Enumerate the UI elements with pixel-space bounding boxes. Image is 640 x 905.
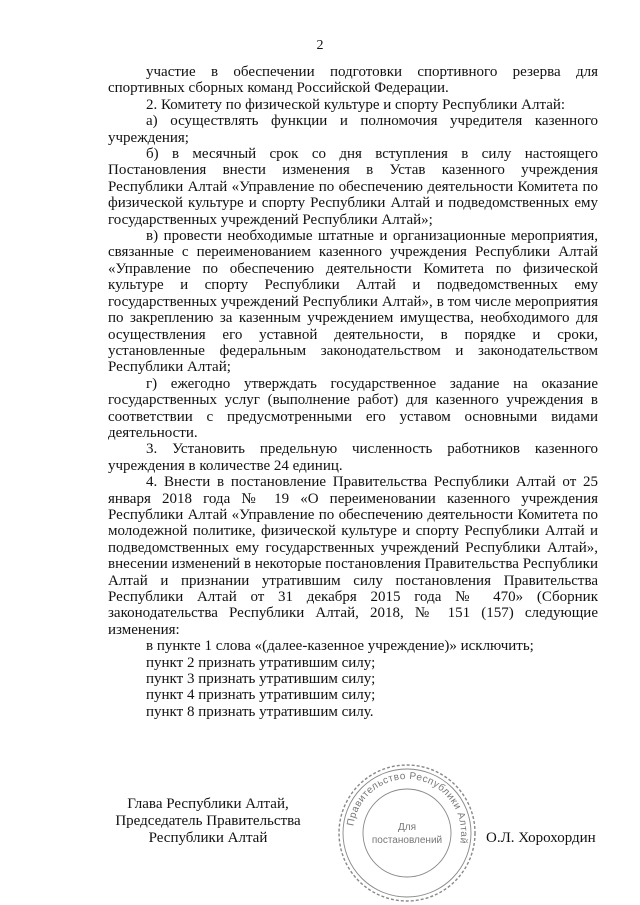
- list-item: в пункте 1 слова «(далее-казенное учреждение)» исключить;: [146, 638, 534, 655]
- seal-center-text: Для: [397, 822, 417, 833]
- seal-graphic: [336, 762, 478, 904]
- signature-title-line: Глава Республики Алтай,: [127, 796, 289, 812]
- page-number: 2: [316, 38, 324, 53]
- signatory-name: О.Л. Хорохордин: [486, 830, 596, 846]
- list-item: пункт 8 признать утратившим силу.: [146, 703, 374, 720]
- official-seal-stamp: [336, 762, 478, 904]
- paragraph-item-2b: б) в месячный срок со дня вступления в силу настоящего Постановления внести изменения в Устав казенного учреждения Республики Алтай «Управление по обеспечению деятельности Комитета по физической культуре и спорту Республики Алтай и подведомственных ему государственных учреждений Республики Алтай»;: [108, 146, 598, 228]
- paragraph-item-3: 3. Установить предельную численность работников казенного учреждения в количестве 24 единиц.: [108, 441, 598, 474]
- signature-title-line: Республики Алтай: [148, 830, 268, 846]
- paragraph-item-2: 2. Комитету по физической культуре и спорту Республики Алтай:: [146, 96, 566, 113]
- document-body: [108, 64, 598, 720]
- seal-ring-text: Правительство Республики Алтай: [345, 770, 470, 845]
- list-item: пункт 3 признать утратившим силу;: [146, 671, 376, 688]
- paragraph-item-2v: в) провести необходимые штатные и организационные мероприятия, связанные с переименованием казенного учреждения Республики Алтай «Управление по обеспечению деятельности Комитета по физической культуре и спорту Республики Алтай и подведомственных ему государственных учреждений Республики Алтай», в том числе мероприятия по закреплению за казенным учреждением имущества, необходимого для осуществления его уставной деятельности, в порядке и сроки, установленные федеральным законодательством и законодательством Республики Алтай;: [108, 228, 598, 376]
- signature-title-block: [108, 796, 308, 847]
- seal-center-text: постановлений: [371, 835, 443, 846]
- list-item: пункт 4 признать утратившим силу;: [146, 687, 376, 704]
- paragraph-item-2a: а) осуществлять функции и полномочия учредителя казенного учреждения;: [108, 113, 598, 146]
- paragraph-continuation: участие в обеспечении подготовки спортивного резерва для спортивных сборных команд Российской Федерации.: [108, 64, 598, 97]
- paragraph-item-2g: г) ежегодно утверждать государственное задание на оказание государственных услуг (выполнение работ) для казенного учреждения в соответствии с предусмотренными его уставом основными видами деятельности.: [108, 375, 598, 441]
- signature-title-line: Председатель Правительства: [115, 813, 301, 829]
- svg-text:Правительство Республики Алтай: [345, 771, 469, 845]
- paragraph-item-4: 4. Внести в постановление Правительства Республики Алтай от 25 января 2018 года № 19 «О переименовании казенного учреждения Республики Алтай «Управление по обеспечению деятельности Комитета по молодежной политике, физической культуре и спорту Республики Алтай и подведомственных ему государственных учреждений Республики Алтай», внесении изменений в некоторые постановления Правительства Республики Алтай и признании утратившим силу постановления Правительства Республики Алтай от 31 декабря 2015 года № 470» (Сборник законодательства Республики Алтай, 2018, № 151 (157) следующие изменения:: [108, 474, 598, 638]
- list-item: пункт 2 признать утратившим силу;: [146, 654, 376, 671]
